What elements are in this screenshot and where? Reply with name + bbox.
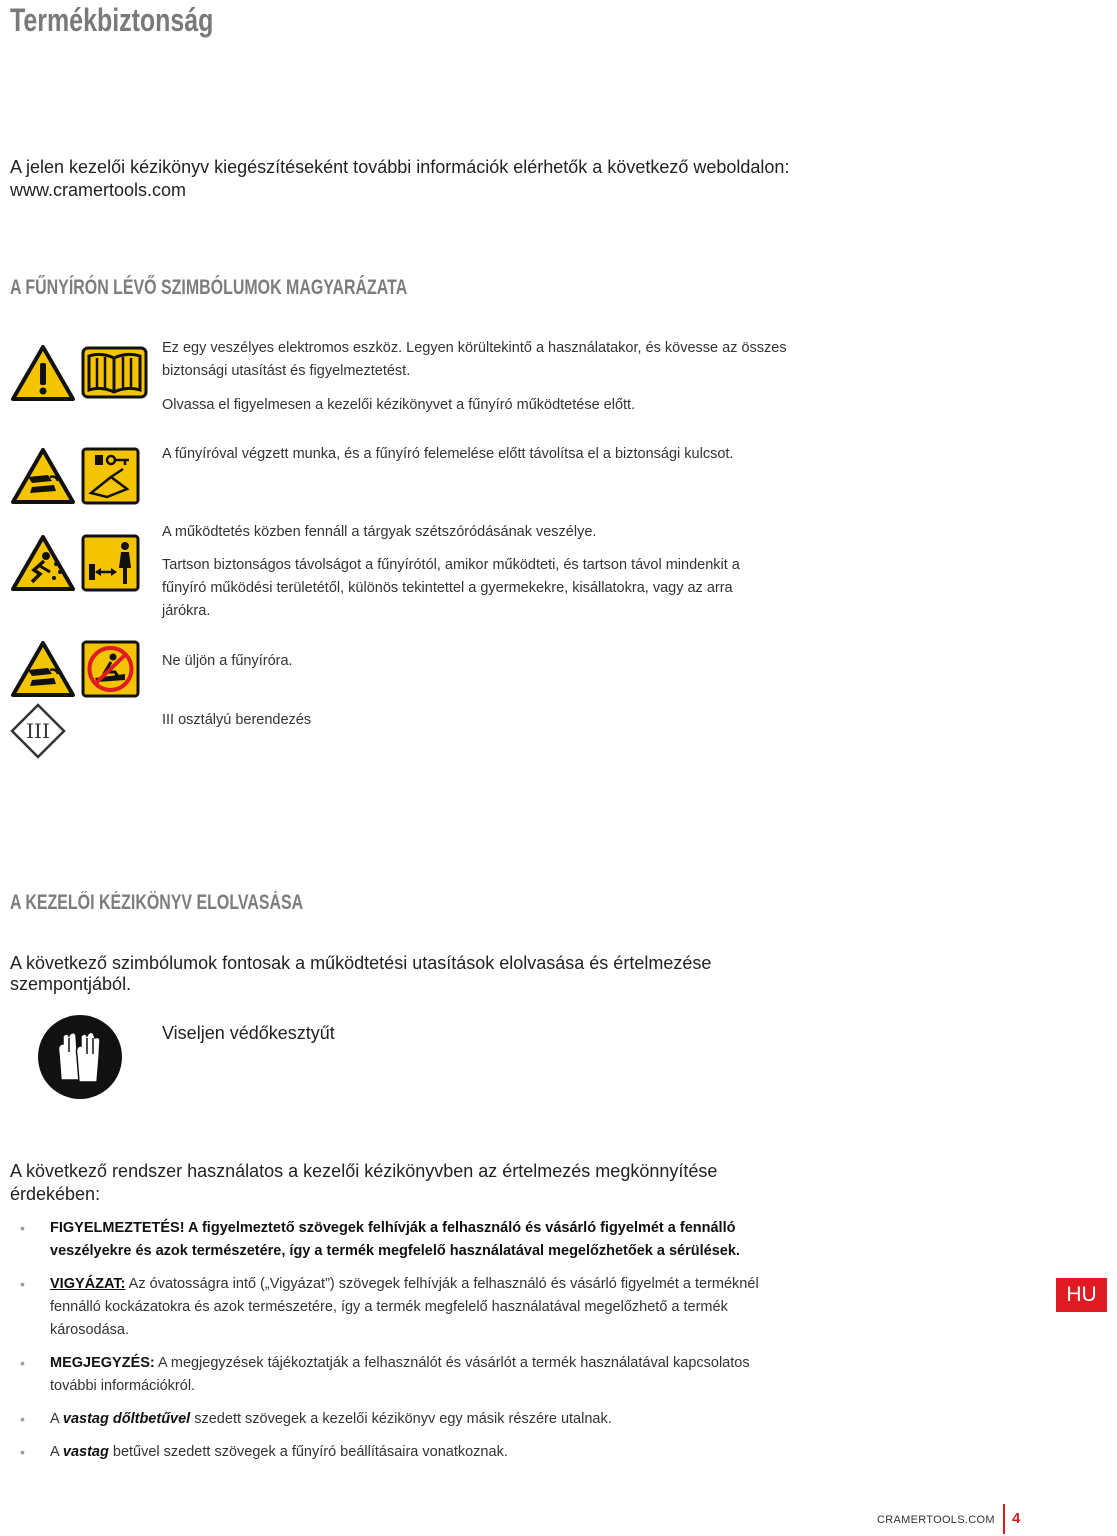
bold-italic-text: szedett szövegek a kezelői kézikönyv egy másik részére utalnak. xyxy=(190,1411,612,1427)
bold-emph: vastag xyxy=(62,1444,109,1460)
manual-heading: A KEZELŐI KÉZIKÖNYV ELOLVASÁSA xyxy=(10,891,304,914)
bold-italic-emph: vastag dőltbetűvel xyxy=(62,1411,191,1427)
class-iii-label: III xyxy=(26,719,50,743)
list-item xyxy=(20,1408,795,1431)
list-item xyxy=(20,1273,795,1342)
manual-intro: A következő szimbólumok fontosak a működtetési utasítások elolvasása és értelmezése szempontjából. xyxy=(10,953,712,994)
bullet-icon: • xyxy=(20,1355,25,1371)
warning-label: FIGYELMEZTETÉS! xyxy=(50,1220,185,1236)
bold-italic-pre: A xyxy=(50,1411,63,1427)
system-intro: A következő rendszer használatos a kezelői kézikönyvben az értelmezés megkönnyítése érdekében: xyxy=(10,1161,718,1204)
symbols-heading: A FŰNYÍRÓN LÉVŐ SZIMBÓLUMOK MAGYARÁZATA xyxy=(10,276,408,299)
bold-pre: A xyxy=(50,1444,63,1460)
symbol-row-1-text-2: Olvassa el figyelmesen a kezelői kézikönyvet a fűnyíró működtetése előtt. xyxy=(162,397,636,413)
symbol-row-1-text-1: Ez egy veszélyes elektromos eszköz. Legyen körültekintő a használatakor, és kövesse az összes biztonsági utasítást és figyelmeztetést. xyxy=(162,340,787,379)
blade-hazard-icon xyxy=(10,447,76,505)
notes-list xyxy=(20,1217,795,1464)
blade-hazard-icon xyxy=(10,640,76,698)
warning-text: A figyelmeztető szövegek felhívják a felhasználó és vásárló figyelmét a fennálló veszélyekre és azok természetére, így a termék megfelelő használatával megelőzhetőek a sérülések. xyxy=(50,1220,740,1259)
footer-divider xyxy=(1003,1504,1005,1534)
symbol-row-5-text: III osztályú berendezés xyxy=(162,712,312,728)
bold-text: betűvel szedett szövegek a fűnyíró beállításaira vonatkoznak. xyxy=(108,1444,508,1460)
warning-exclamation-icon xyxy=(10,344,76,402)
intro-text: A jelen kezelői kézikönyv kiegészítéseként további információk elérhetők a következő weboldalon: www.cramertools.com xyxy=(10,157,790,200)
list-item xyxy=(20,1441,795,1464)
symbol-row-3-text-1: A működtetés közben fennáll a tárgyak szétszóródásának veszélye. xyxy=(162,524,597,540)
footer-site: CRAMERTOOLS.COM xyxy=(877,1514,995,1526)
remove-key-icon xyxy=(81,447,140,505)
list-item xyxy=(20,1217,795,1263)
note-label: MEGJEGYZÉS: xyxy=(50,1355,155,1371)
page-number: 4 xyxy=(1012,1510,1021,1527)
caution-label: VIGYÁZAT: xyxy=(50,1276,126,1292)
symbol-row-4-text: Ne üljön a fűnyíróra. xyxy=(162,653,293,669)
bullet-icon: • xyxy=(20,1411,25,1427)
class-iii-icon xyxy=(10,703,66,759)
caution-text: Az óvatosságra intő („Vigyázat”) szövegek felhívják a felhasználó és vásárló figyelmét a terméknél fennálló kockázatokra és azok természetére, így a termék megfelelő használatával megelőzhető a termék károsodása. xyxy=(50,1276,759,1338)
language-tab: HU xyxy=(1056,1278,1107,1312)
thrown-objects-icon xyxy=(10,534,76,592)
no-riding-icon xyxy=(81,640,140,698)
gloves-icon xyxy=(37,1014,123,1100)
bullet-icon: • xyxy=(20,1220,25,1236)
glove-text: Viseljen védőkesztyűt xyxy=(162,1023,335,1043)
keep-distance-icon xyxy=(81,534,140,592)
page-title: Termékbiztonság xyxy=(10,2,214,38)
list-item xyxy=(20,1352,795,1398)
symbol-row-3-text-2: Tartson biztonságos távolságot a fűnyírótól, amikor működteti, és tartson távol mindenkit a fűnyíró működési területétől, különös tekintettel a gyermekekre, kisállatokra, vagy az arra járókra. xyxy=(162,557,740,619)
manual-book-icon xyxy=(81,346,148,399)
bullet-icon: • xyxy=(20,1444,25,1460)
note-text: A megjegyzések tájékoztatják a felhasználót és vásárlót a termék használatával kapcsolatos további információkról. xyxy=(50,1355,750,1394)
symbol-row-2-text: A fűnyíróval végzett munka, és a fűnyíró felemelése előtt távolítsa el a biztonsági kulcsot. xyxy=(162,446,734,462)
bullet-icon: • xyxy=(20,1276,25,1292)
